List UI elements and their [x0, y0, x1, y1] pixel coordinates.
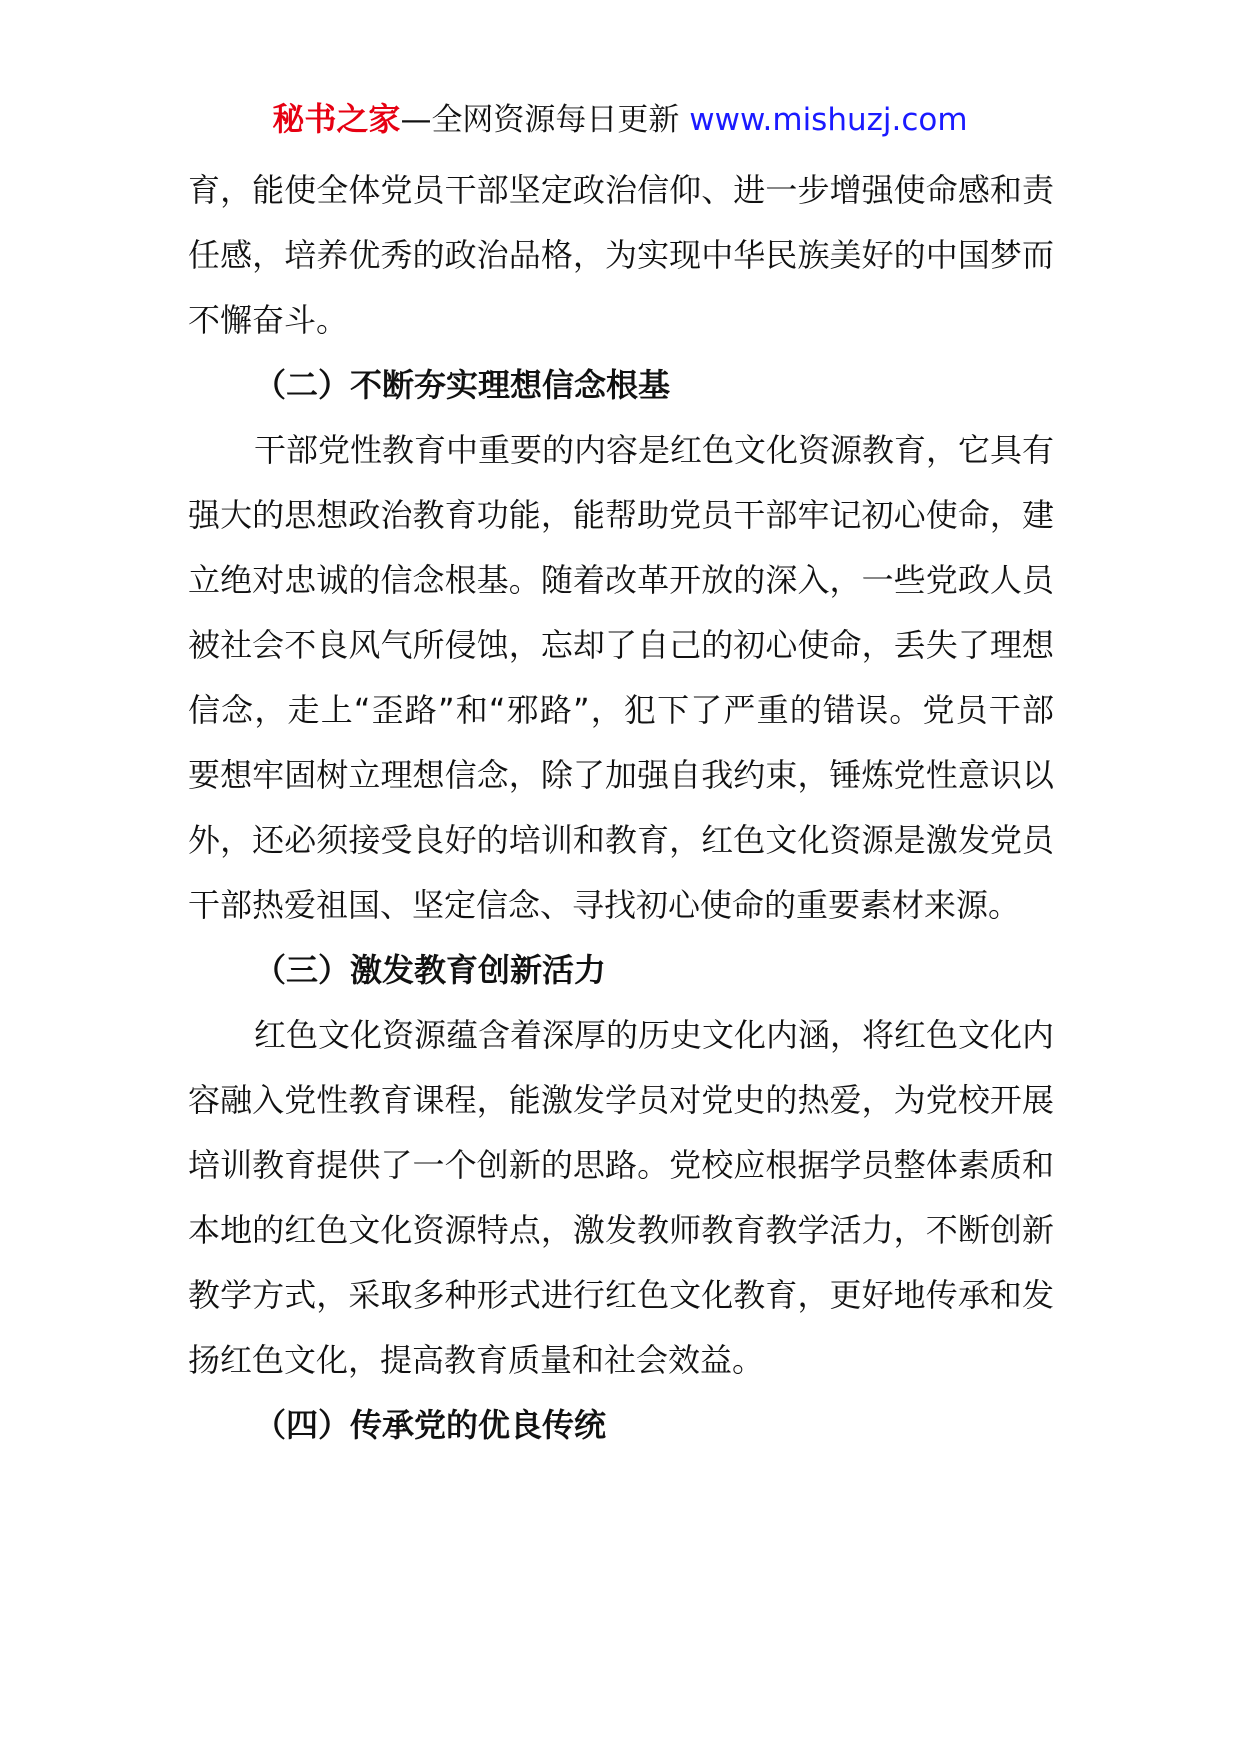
document-body — [188, 158, 1054, 1458]
paragraph-section-2: 干部党性教育中重要的内容是红色文化资源教育，它具有强大的思想政治教育功能，能帮助党员干部牢记初心使命，建立绝对忠诚的信念根基。随着改革开放的深入，一些党政人员被社会不良风气所侵蚀，忘却了自己的初心使命，丢失了理想信念，走上“歪路”和“邪路”，犯下了严重的错误。党员干部要想牢固树立理想信念，除了加强自我约束，锤炼党性意识以外，还必须接受良好的培训和教育，红色文化资源是激发党员干部热爱祖国、坚定信念、寻找初心使命的重要素材来源。 — [188, 431, 1055, 924]
site-url-link[interactable]: www.mishuzj.com — [689, 102, 968, 138]
paragraph-intro: 育，能使全体党员干部坚定政治信仰、进一步增强使命感和责任感，培养优秀的政治品格，为实现中华民族美好的中国梦而不懈奋斗。 — [188, 171, 1054, 339]
section-heading-3: （三）激发教育创新活力 — [254, 951, 607, 989]
paragraph-section-3: 红色文化资源蕴含着深厚的历史文化内涵，将红色文化内容融入党性教育课程，能激发学员对党史的热爱，为党校开展培训教育提供了一个创新的思路。党校应根据学员整体素质和本地的红色文化资源特点，激发教师教育教学活力，不断创新教学方式，采取多种形式进行红色文化教育，更好地传承和发扬红色文化，提高教育质量和社会效益。 — [188, 1016, 1055, 1379]
section-heading-4: （四）传承党的优良传统 — [254, 1406, 607, 1444]
section-heading-2: （二）不断夯实理想信念根基 — [254, 366, 671, 404]
brand-name: 秘书之家 — [272, 100, 401, 138]
page-header — [0, 98, 1240, 141]
header-tagline: —全网资源每日更新 — [400, 102, 690, 138]
